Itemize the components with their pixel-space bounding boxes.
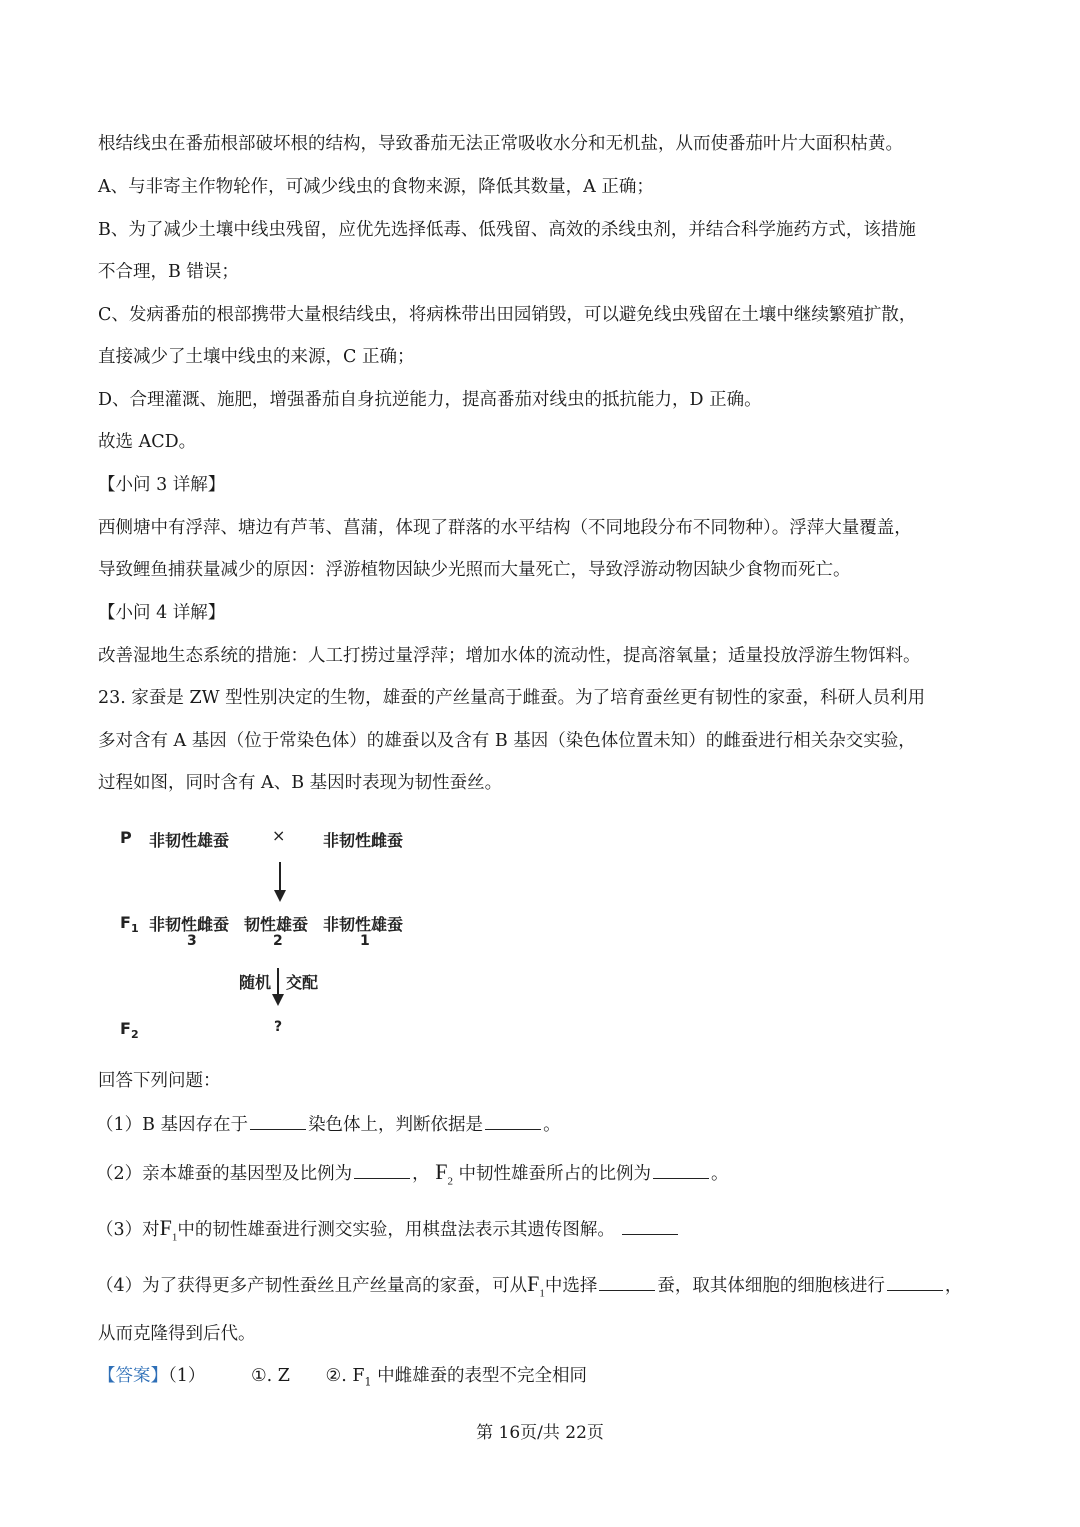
answer-blank[interactable] [250,1111,306,1130]
questions-intro: 回答下列问题： [98,1071,221,1091]
question-1: （1）B 基因存在于 染色体上，判断依据是 。 [96,1111,561,1137]
page-footer: 第 16页/共 22页 [476,1423,604,1443]
question-23-stem: 23. 家蚕是 ZW 型性别决定的生物，雄蚕的产丝量高于雌蚕。为了培育蚕丝更有韧性的家蚕，科研人员利用 [98,688,926,708]
answer-tag: 【答案】 [98,1366,168,1386]
f1-tough-male: 韧性雄蚕 [244,915,309,934]
question-23-stem-end: 过程如图，同时含有 A、B 基因时表现为韧性蚕丝。 [98,773,503,793]
q3-explanation: 西侧塘中有浮萍、塘边有芦苇、菖蒲，体现了群落的水平结构（不同地段分布不同物种）。浮萍大量覆盖， [98,518,912,538]
p-female-parent: 非韧性雌蚕 [323,831,404,850]
p-generation-label: P [120,828,132,847]
option-d-explanation: D、合理灌溉、施肥，增强番茄自身抗逆能力，提高番茄对线虫的抵抗能力，D 正确。 [98,390,762,410]
answer-blank[interactable] [354,1160,410,1179]
f2-unknown: ? [274,1019,283,1035]
answer-blank[interactable] [653,1160,709,1179]
q4-explanation: 改善湿地生态系统的措施：人工打捞过量浮萍；增加水体的流动性，提高溶氧量；适量投放浮游生物饵料。 [98,646,921,666]
f1-ratio-1: 1 [360,933,370,949]
f2-generation-label: $F_2$ [120,1019,139,1042]
f1-generation-label: $F_1$ [120,913,139,936]
answer-choice: 故选 ACD。 [98,432,197,452]
option-b-explanation-cont: 不合理，B 错误； [98,262,239,282]
question-4-cont: 从而克隆得到后代。 [98,1324,256,1344]
q3-explanation-cont: 导致鲤鱼捕获量减少的原因：浮游植物因缺少光照而大量死亡，导致浮游动物因缺少食物而死亡。 [98,560,851,580]
question-2: （2）亲本雄蚕的基因型及比例为 ， $F_2$ 中韧性雄蚕所占的比例为 。 [96,1159,729,1188]
question-3: （3）对$F_1$中的韧性雄蚕进行测交实验，用棋盘法表示其遗传图解。 [96,1216,680,1249]
answer-blank[interactable] [599,1272,655,1291]
f1-ratio-2: 2 [273,933,283,949]
subheading-q3: 【小问 3 详解】 [98,475,226,495]
option-c-explanation: C、发病番茄的根部携带大量根结线虫，将病株带出田园销毁，可以避免线虫残留在土壤中继续繁殖扩散， [98,305,917,325]
question-4: （4）为了获得更多产韧性蚕丝且产丝量高的家蚕，可从$F_1$中选择 蚕，取其体细胞的细胞核进行 ， [96,1271,963,1300]
cross-symbol: × [272,826,286,845]
question-23-stem-cont: 多对含有 A 基因（位于常染色体）的雄蚕以及含有 B 基因（染色体位置未知）的雌蚕进行相关杂交实验， [98,731,916,751]
answer-blank[interactable] [622,1216,678,1235]
p-male-parent: 非韧性雄蚕 [149,831,230,850]
f1-nontough-female: 非韧性雌蚕 [149,915,230,934]
f1-nontough-male: 非韧性雄蚕 [323,915,404,934]
answer-blank[interactable] [887,1272,943,1291]
subheading-q4: 【小问 4 详解】 [98,603,226,623]
option-b-explanation: B、为了减少土壤中线虫残留，应优先选择低毒、低残留、高效的杀线虫剂，并结合科学施药方式，该措施 [98,220,916,240]
option-c-explanation-cont: 直接减少了土壤中线虫的来源，C 正确； [98,347,415,367]
answer-2: ②. $F_1$ 中雌雄蚕的表型不完全相同 [325,1366,588,1389]
f1-ratio-3: 3 [187,933,197,949]
answer-line: 【答案】（1） ①. Z ②. $F_1$ 中雌雄蚕的表型不完全相同 [98,1366,588,1389]
answer-1: ①. Z [250,1366,290,1386]
random-label: 随机 [239,973,272,992]
answer-blank[interactable] [485,1111,541,1130]
paragraph-root-knot: 根结线虫在番茄根部破坏根的结构，导致番茄无法正常吸收水分和无机盐，从而使番茄叶片大面积枯黄。 [98,134,903,154]
mating-label: 交配 [286,973,319,992]
option-a-explanation: A、与非寄主作物轮作，可减少线虫的食物来源，降低其数量，A 正确； [98,177,654,197]
